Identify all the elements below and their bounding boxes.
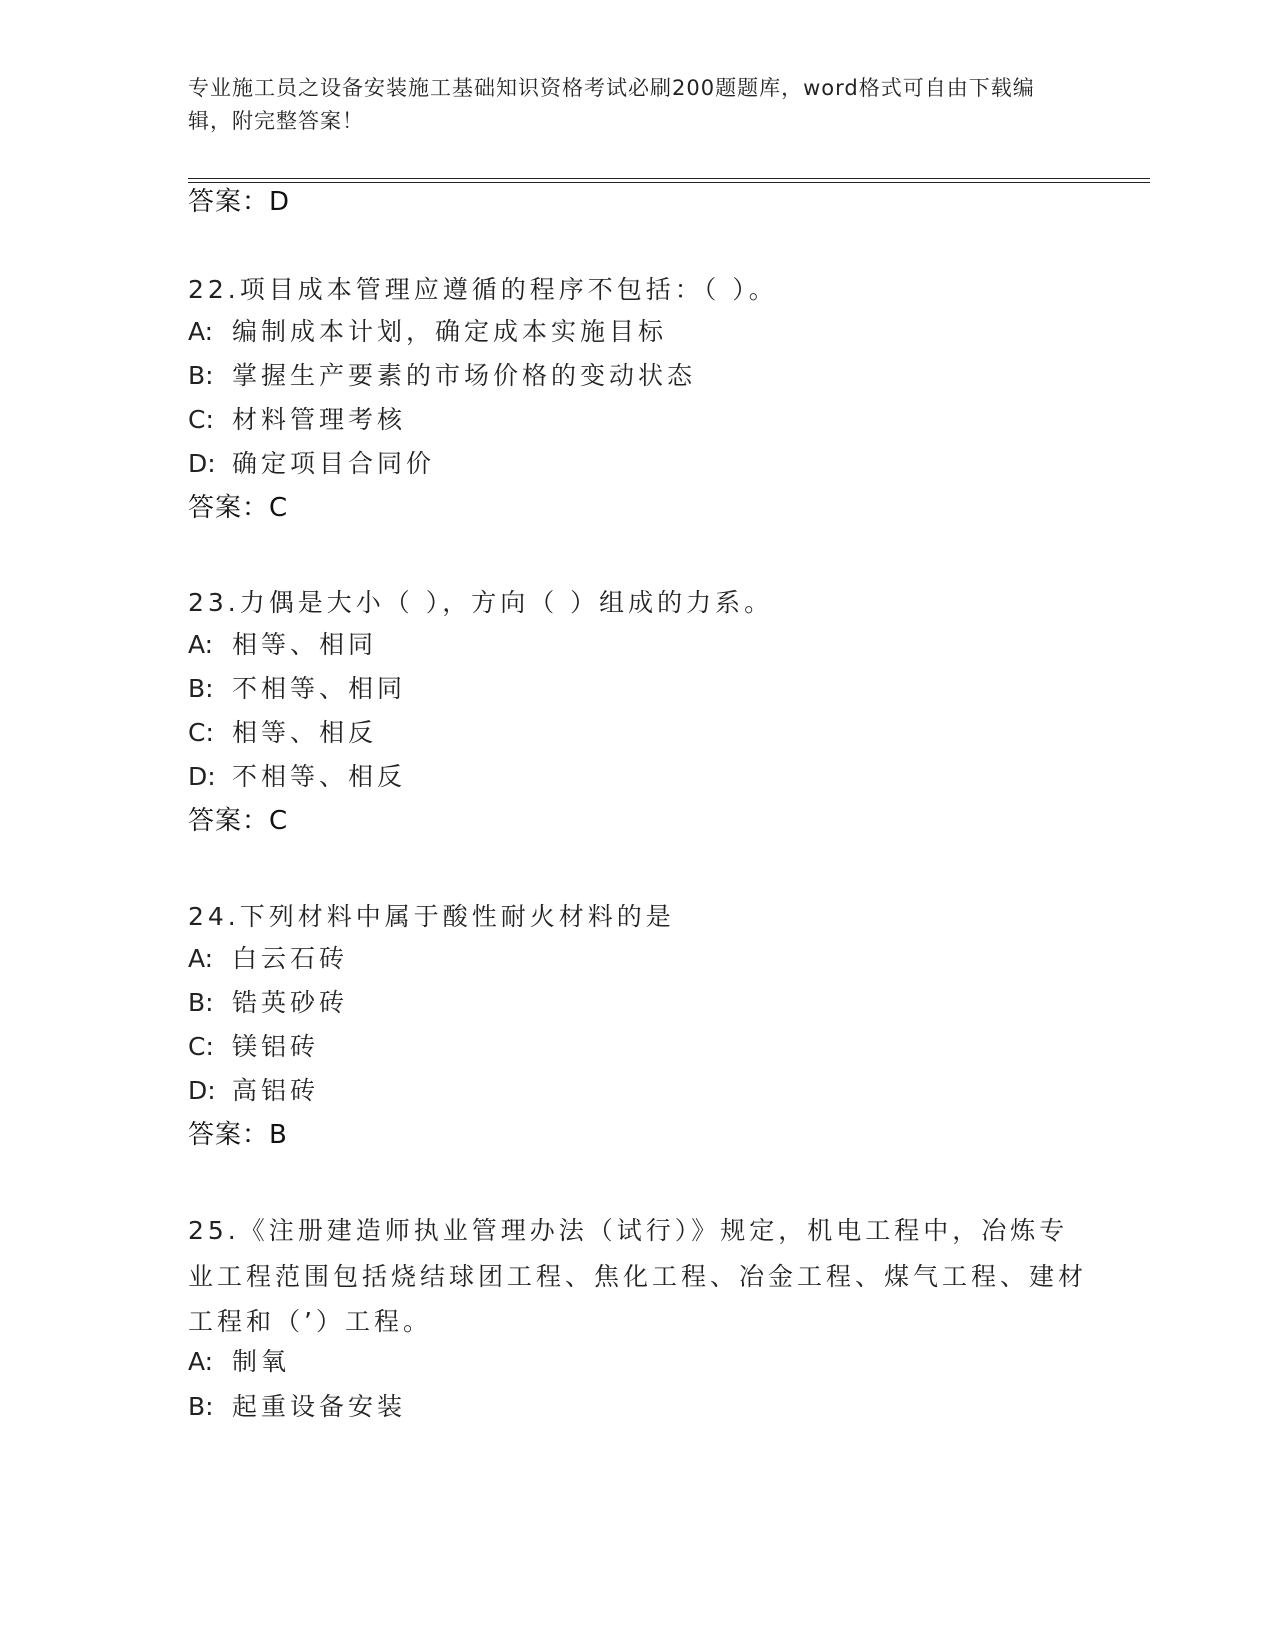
option-text: 锆英砂砖 [232, 988, 349, 1017]
question-25-stem: 25.《注册建造师执业管理办法（试行）》规定，机电工程中，冶炼专业工程范围包括烧结球团工程、焦化工程、冶金工程、煤气工程、建材工程和（’）工程。 [188, 1216, 1088, 1336]
question-24-option-d [188, 1075, 319, 1107]
option-text: 白云石砖 [232, 944, 349, 973]
question-24-option-a [188, 943, 348, 975]
question-24-option-c [188, 1031, 319, 1063]
question-22-option-a [188, 316, 667, 348]
option-key: B: [188, 1392, 214, 1421]
question-24-option-b [188, 987, 348, 1019]
option-key: A: [188, 944, 214, 973]
option-text: 不相等、相反 [232, 762, 407, 791]
option-text: 不相等、相同 [232, 674, 407, 703]
question-24-stem: 24.下列材料中属于酸性耐火材料的是 [188, 902, 675, 931]
option-key: D: [188, 762, 216, 791]
option-key: A: [188, 317, 214, 346]
question-23-option-b [188, 673, 406, 705]
option-text: 镁铝砖 [232, 1032, 320, 1061]
question-22-option-d [188, 448, 435, 480]
option-key: B: [188, 674, 214, 703]
option-key: C: [188, 718, 214, 747]
header-rule-bottom [188, 182, 1150, 183]
option-key: C: [188, 1032, 214, 1061]
option-key: A: [188, 1347, 214, 1376]
option-text: 起重设备安装 [232, 1392, 407, 1421]
option-text: 编制成本计划，确定成本实施目标 [232, 317, 668, 346]
answer-21: 答案：D [188, 187, 291, 217]
answer-23: 答案：C [188, 806, 289, 836]
question-23-option-d [188, 761, 406, 793]
header-rule-top [188, 178, 1150, 179]
question-25-option-b [188, 1391, 406, 1423]
option-text: 确定项目合同价 [232, 449, 436, 478]
option-key: D: [188, 1076, 216, 1105]
option-text: 制氧 [232, 1347, 291, 1376]
option-text: 相等、相同 [232, 630, 378, 659]
question-22-stem: 22.项目成本管理应遵循的程序不包括：（ ）。 [188, 275, 778, 304]
question-23-option-c [188, 717, 377, 749]
page-header: 专业施工员之设备安装施工基础知识资格考试必刷200题题库，word格式可自由下载编辑，附完整答案！ [188, 76, 1035, 133]
option-key: B: [188, 988, 214, 1017]
option-text: 高铝砖 [232, 1076, 320, 1105]
question-23-stem: 23.力偶是大小（ ），方向（ ）组成的力系。 [188, 588, 774, 617]
option-text: 掌握生产要素的市场价格的变动状态 [232, 361, 697, 390]
question-22-option-b [188, 360, 696, 392]
option-key: B: [188, 361, 214, 390]
option-key: C: [188, 405, 214, 434]
option-key: A: [188, 630, 214, 659]
option-text: 相等、相反 [232, 718, 378, 747]
option-text: 材料管理考核 [232, 405, 407, 434]
question-22-option-c [188, 404, 406, 436]
option-key: D: [188, 449, 216, 478]
answer-24: 答案：B [188, 1120, 288, 1150]
question-25-option-a [188, 1346, 290, 1378]
answer-22: 答案：C [188, 493, 289, 523]
question-23-option-a [188, 629, 377, 661]
